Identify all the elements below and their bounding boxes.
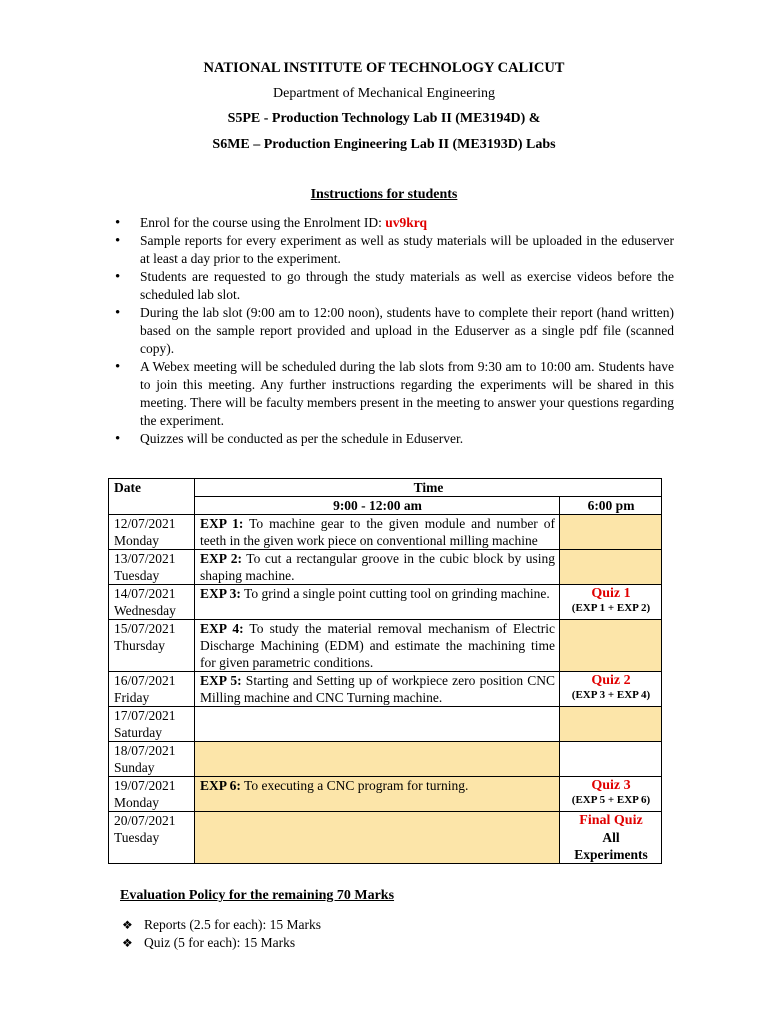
table-row — [109, 742, 662, 777]
row-date: 17/07/2021 — [114, 708, 176, 723]
evaluation-list — [122, 916, 321, 952]
exp-label: EXP 2: — [200, 551, 243, 566]
row-quiz-cell — [560, 742, 662, 777]
row-quiz-cell — [560, 620, 662, 672]
row-day: Thursday — [114, 638, 165, 653]
table-row — [109, 812, 662, 864]
table-row — [109, 707, 662, 742]
row-experiment — [195, 777, 560, 812]
quiz-label: Quiz 2 — [591, 673, 631, 688]
instructions-title: Instructions for students — [310, 187, 458, 202]
instruction-item: • During the lab slot (9:00 am to 12:00 noon), students have to complete their report (hand written) based on the sample report provided and upload in the Eduserver as a single pdf file (scanned copy). — [118, 304, 674, 358]
evaluation-item — [122, 916, 321, 934]
exp-label: EXP 3: — [200, 586, 241, 601]
row-experiment — [195, 812, 560, 864]
header-time: Time — [195, 479, 662, 497]
row-quiz-cell — [560, 550, 662, 585]
table-row — [109, 550, 662, 585]
table-row — [109, 672, 662, 707]
exp-label: EXP 1: — [200, 516, 244, 531]
table-row — [109, 620, 662, 672]
instruction-item: • A Webex meeting will be scheduled during the lab slots from 9:30 am to 10:00 am. Students have to join this meeting. Any further instructions regarding the experiments will be shared in this meeting. There will be faculty members present in the meeting to answer your questions regarding the experiment. — [118, 358, 674, 430]
row-experiment — [195, 585, 560, 620]
enrolment-id: uv9krq — [385, 215, 427, 230]
exp-desc: To grind a single point cutting tool on grinding machine. — [240, 586, 550, 601]
diamond-bullet-icon: ❖ — [122, 918, 133, 932]
quiz-coverage: (EXP 1 + EXP 2) — [571, 602, 651, 614]
row-day: Monday — [114, 533, 159, 548]
department-name: Department of Mechanical Engineering — [273, 86, 495, 101]
course-title-2: S6ME – Production Engineering Lab II (ME3193D) Labs — [212, 137, 556, 152]
row-date: 15/07/2021 — [114, 621, 176, 636]
header-date: Date — [109, 479, 195, 515]
course-title-1: S5PE - Production Technology Lab II (ME3194D) & — [227, 111, 541, 126]
quiz-label: Final Quiz — [579, 813, 643, 828]
row-date: 16/07/2021 — [114, 673, 176, 688]
quiz-coverage: (EXP 5 + EXP 6) — [571, 794, 651, 806]
header-slot-morning: 9:00 - 12:00 am — [195, 497, 560, 515]
exp-desc: To cut a rectangular groove in the cubic block by using shaping machine. — [200, 551, 555, 583]
quiz-label: Quiz 3 — [591, 778, 631, 793]
row-quiz-cell — [560, 672, 662, 707]
row-quiz-cell — [560, 812, 662, 864]
evaluation-title: Evaluation Policy for the remaining 70 Marks — [120, 888, 395, 903]
row-day: Sunday — [114, 760, 155, 775]
table-row — [109, 777, 662, 812]
diamond-bullet-icon: ❖ — [122, 936, 133, 950]
row-day: Friday — [114, 690, 150, 705]
exp-label: EXP 6: — [200, 778, 241, 793]
exp-label: EXP 5: — [200, 673, 242, 688]
enrol-text: Enrol for the course using the Enrolment ID: — [140, 215, 386, 230]
instruction-item: • Students are requested to go through the study materials as well as exercise videos before the scheduled lab slot. — [118, 268, 674, 304]
row-experiment — [195, 515, 560, 550]
final-quiz-line1: All — [602, 830, 620, 845]
evaluation-text: Quiz (5 for each): 15 Marks — [144, 935, 296, 950]
instruction-item: • Quizzes will be conducted as per the schedule in Eduserver. — [118, 430, 674, 448]
row-date: 14/07/2021 — [114, 586, 176, 601]
evaluation-text: Reports (2.5 for each): 15 Marks — [144, 917, 321, 932]
header-slot-evening: 6:00 pm — [560, 497, 662, 515]
row-experiment — [195, 672, 560, 707]
quiz-coverage: (EXP 3 + EXP 4) — [571, 689, 651, 701]
instructions-list — [118, 214, 674, 448]
exp-desc: Starting and Setting up of workpiece zero position CNC Milling machine and CNC Turning machine. — [200, 673, 555, 705]
row-day: Tuesday — [114, 830, 160, 845]
exp-desc: To machine gear to the given module and number of teeth in the given work piece on conventional milling machine — [200, 516, 555, 548]
row-date: 12/07/2021 — [114, 516, 176, 531]
final-quiz-line2: Experiments — [574, 847, 648, 862]
institute-title: NATIONAL INSTITUTE OF TECHNOLOGY CALICUT — [203, 60, 565, 76]
row-day: Wednesday — [114, 603, 176, 618]
evaluation-item — [122, 934, 321, 952]
row-day: Saturday — [114, 725, 162, 740]
row-quiz-cell — [560, 777, 662, 812]
instruction-item — [118, 214, 674, 232]
row-date: 13/07/2021 — [114, 551, 176, 566]
row-experiment — [195, 707, 560, 742]
row-experiment — [195, 550, 560, 585]
row-day: Tuesday — [114, 568, 160, 583]
row-experiment — [195, 742, 560, 777]
row-quiz-cell — [560, 707, 662, 742]
row-date: 18/07/2021 — [114, 743, 176, 758]
row-date: 19/07/2021 — [114, 778, 176, 793]
exp-desc: To executing a CNC program for turning. — [240, 778, 469, 793]
row-quiz-cell — [560, 585, 662, 620]
row-date: 20/07/2021 — [114, 813, 176, 828]
schedule-table — [108, 478, 662, 864]
instruction-item: • Sample reports for every experiment as well as study materials will be uploaded in the eduserver at least a day prior to the experiment. — [118, 232, 674, 268]
row-day: Monday — [114, 795, 159, 810]
table-row — [109, 515, 662, 550]
quiz-label: Quiz 1 — [591, 586, 631, 601]
exp-desc: To study the material removal mechanism of Electric Discharge Machining (EDM) and estimate the machining time for given parametric conditions. — [200, 621, 555, 670]
row-experiment — [195, 620, 560, 672]
table-row — [109, 585, 662, 620]
exp-label: EXP 4: — [200, 621, 244, 636]
row-quiz-cell — [560, 515, 662, 550]
